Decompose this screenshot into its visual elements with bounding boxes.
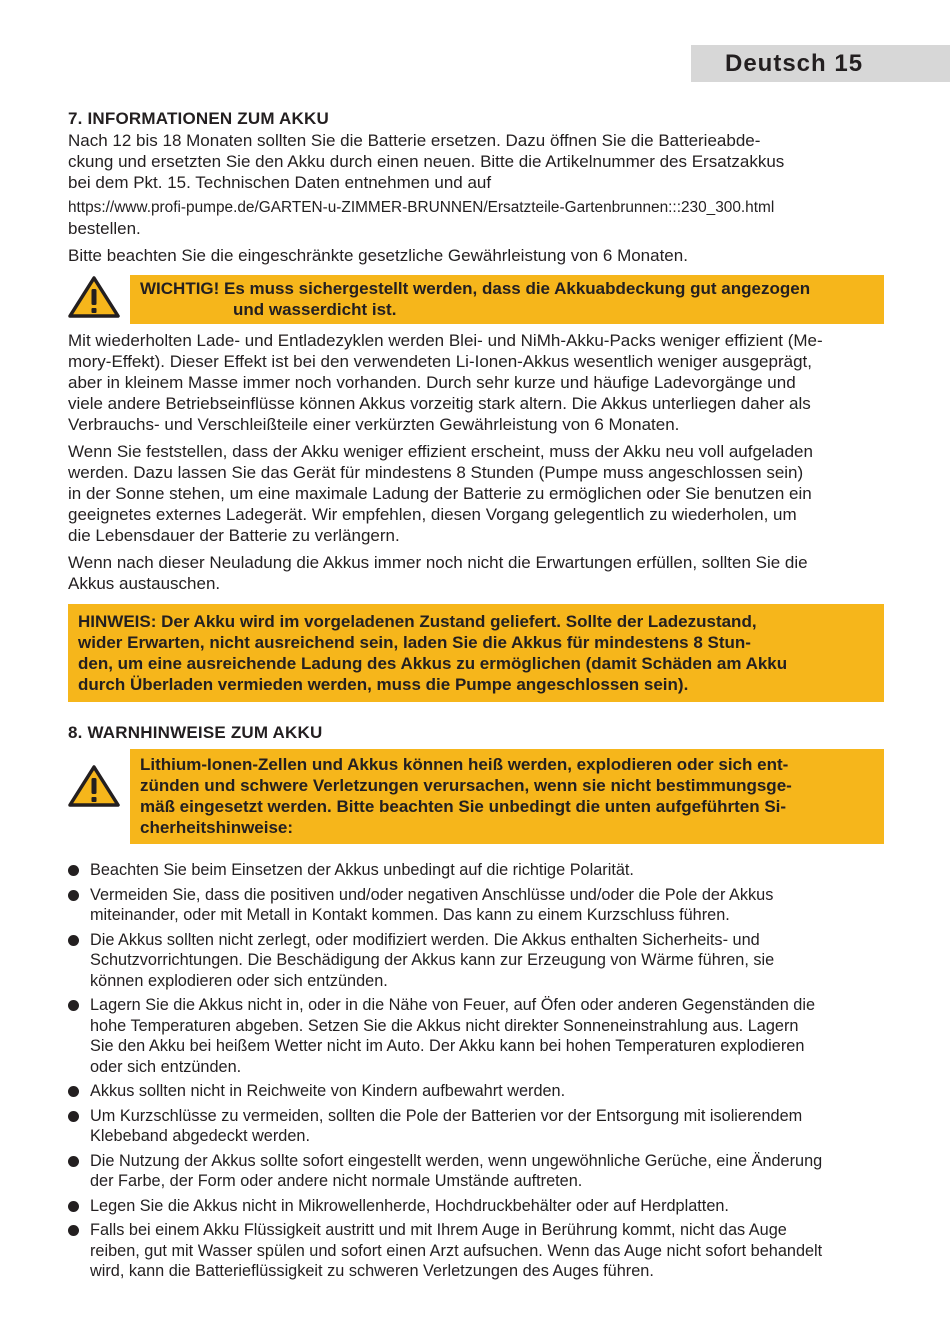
safety-list-item — [68, 885, 884, 926]
text-line: geeignetes externes Ladegerät. Wir empfehlen, diesen Vorgang gelegentlich zu wiederholen, um — [68, 505, 797, 524]
bestellen-text: bestellen. — [68, 219, 141, 238]
text-line: viele andere Betriebseinflüsse können Akkus vorzeitig stark altern. Die Akkus unterliegen daher als — [68, 394, 811, 413]
bullet-dot-icon — [68, 865, 79, 876]
text-line: Wenn nach dieser Neuladung die Akkus immer noch nicht die Erwartungen erfüllen, sollten Sie die — [68, 553, 808, 572]
text-line: der Farbe, der Form oder andere nicht normale Umstände auftreten. — [90, 1172, 583, 1190]
bullet-dot-icon — [68, 1000, 79, 1011]
text-line: mory-Effekt). Dieser Effekt ist bei den verwendeten Li-Ionen-Akkus wesentlich weniger ausgeprägt, — [68, 352, 812, 371]
warning-line: und wasserdicht ist. — [233, 300, 397, 319]
section-7-title: 7. INFORMATIONEN ZUM AKKU — [68, 109, 329, 128]
intro-line: bei dem Pkt. 15. Technischen Daten entnehmen und auf — [68, 173, 492, 192]
text-line: Wenn Sie feststellen, dass der Akku weniger effizient erscheint, muss der Akku neu voll aufgeladen — [68, 442, 813, 461]
note-line: durch Überladen vermieden werden, muss die Pumpe angeschlossen sein). — [78, 675, 689, 694]
note-line: wider Erwarten, nicht ausreichend sein, laden Sie die Akkus für mindestens 8 Stun- — [78, 633, 751, 652]
text-line: wird, kann die Batterieflüssigkeit zu schweren Verletzungen des Auges führen. — [90, 1262, 654, 1280]
safety-list — [68, 860, 884, 1282]
warning-line: cherheitshinweise: — [140, 818, 294, 837]
section-7-intro — [68, 130, 884, 193]
page-content — [68, 108, 884, 1286]
bullet-dot-icon — [68, 1156, 79, 1167]
warning-line: mäß eingesetzt werden. Bitte beachten Sie unbedingt die unten aufgeführten Si- — [140, 797, 787, 816]
bullet-dot-icon — [68, 1086, 79, 1097]
important-warning — [68, 275, 884, 324]
important-warning-box — [130, 275, 884, 324]
warranty-text: Bitte beachten Sie die eingeschränkte gesetzliche Gewährleistung von 6 Monaten. — [68, 246, 688, 265]
warning-line: zünden und schwere Verletzungen verursachen, wenn sie nicht bestimmungsge- — [140, 776, 792, 795]
text-line: Verbrauchs- und Verschleißteile einer verkürzten Gewährleistung von 6 Monaten. — [68, 415, 680, 434]
text-line: Legen Sie die Akkus nicht in Mikrowellenherde, Hochdruckbehälter oder auf Herdplatten. — [90, 1196, 729, 1215]
text-line: oder sich entzünden. — [90, 1057, 242, 1076]
section-8-title: 8. WARNHINWEISE ZUM AKKU — [68, 723, 323, 742]
text-line: Beachten Sie beim Einsetzen der Akkus unbedingt auf die richtige Polarität. — [90, 861, 634, 879]
bullet-dot-icon — [68, 935, 79, 946]
safety-list-item — [68, 995, 884, 1077]
safety-list-item — [68, 1220, 884, 1282]
text-line: Mit wiederholten Lade- und Entladezyklen werden Blei- und NiMh-Akku-Packs weniger effizient (Me- — [68, 331, 823, 350]
text-line: Akkus sollten nicht in Reichweite von Kindern aufbewahrt werden. — [90, 1082, 566, 1100]
bullet-dot-icon — [68, 1225, 79, 1236]
bullet-dot-icon — [68, 1201, 79, 1212]
lithium-warning — [68, 749, 884, 844]
text-line: in der Sonne stehen, um eine maximale Ladung der Batterie zu ermöglichen oder Sie benutzen ein — [68, 484, 812, 503]
text-line: hohe Temperaturen abgeben. Setzen Sie die Akkus nicht direkter Sonneneinstrahlung aus. Lagern — [90, 1016, 799, 1035]
intro-line: Nach 12 bis 18 Monaten sollten Sie die Batterie ersetzen. Dazu öffnen Sie die Batterieabde- — [68, 131, 761, 150]
recharge-paragraph — [68, 441, 884, 546]
text-line: Die Nutzung der Akkus sollte sofort eingestellt werden, wenn ungewöhnliche Gerüche, eine Änderung — [90, 1151, 823, 1170]
page-header-tab — [691, 45, 950, 82]
warning-triangle-icon — [68, 275, 120, 319]
safety-list-item — [68, 1106, 884, 1147]
replace-paragraph — [68, 552, 884, 594]
text-line: Um Kurzschlüsse zu vermeiden, sollten die Pole der Batterien vor der Entsorgung mit isolierendem — [90, 1106, 803, 1125]
safety-list-item — [68, 1081, 884, 1102]
text-line: Schutzvorrichtungen. Die Beschädigung der Akkus kann zur Erzeugung von Wärme führen, sie — [90, 951, 775, 969]
lithium-warning-box — [130, 749, 884, 844]
warning-line: WICHTIG! Es muss sichergestellt werden, dass die Akkuabdeckung gut angezogen — [140, 279, 811, 298]
intro-line: ckung und ersetzten Sie den Akku durch einen neuen. Bitte die Artikelnummer des Ersatzakkus — [68, 152, 785, 171]
note-line: den, um eine ausreichende Ladung des Akkus zu ermöglichen (damit Schäden am Akku — [78, 654, 788, 673]
text-line: Die Akkus sollten nicht zerlegt, oder modifiziert werden. Die Akkus enthalten Sicherheits- und — [90, 930, 760, 949]
text-line: Klebeband abgedeckt werden. — [90, 1127, 310, 1145]
text-line: Falls bei einem Akku Flüssigkeit austritt und mit Ihrem Auge in Berührung kommt, nicht das Auge — [90, 1221, 787, 1239]
text-line: Vermeiden Sie, dass die positiven und/oder negativen Anschlüsse und/oder die Pole der Akkus — [90, 885, 774, 904]
safety-list-item — [68, 860, 884, 881]
safety-list-item — [68, 930, 884, 992]
safety-list-item — [68, 1196, 884, 1217]
bullet-dot-icon — [68, 1111, 79, 1122]
page-header-label: Deutsch 15 — [725, 50, 864, 77]
text-line: Akkus austauschen. — [68, 574, 221, 593]
text-line: miteinander, oder mit Metall in Kontakt kommen. Das kann zu einem Kurzschluss führen. — [90, 906, 730, 924]
warning-line: Lithium-Ionen-Zellen und Akkus können heiß werden, explodieren oder sich ent- — [140, 755, 789, 774]
spare-parts-url: https://www.profi-pumpe.de/GARTEN-u-ZIMMER-BRUNNEN/Ersatzteile-Gartenbrunnen:::230_300.html — [68, 199, 775, 216]
text-line: können explodieren oder sich entzünden. — [90, 971, 388, 990]
text-line: werden. Dazu lassen Sie das Gerät für mindestens 8 Stunden (Pumpe muss angeschlossen sein) — [68, 463, 804, 482]
warning-triangle-icon — [68, 764, 120, 808]
note-box — [68, 604, 884, 702]
safety-list-item — [68, 1151, 884, 1192]
note-line: HINWEIS: Der Akku wird im vorgeladenen Zustand geliefert. Sollte der Ladezustand, — [78, 612, 757, 631]
text-line: Lagern Sie die Akkus nicht in, oder in die Nähe von Feuer, auf Öfen oder anderen Gegenständen die — [90, 996, 816, 1014]
text-line: Sie den Akku bei heißem Wetter nicht im Auto. Der Akku kann bei hohen Temperaturen explodieren — [90, 1037, 805, 1055]
memory-effect-paragraph — [68, 330, 884, 435]
text-line: reiben, gut mit Wasser spülen und sofort einen Arzt aufsuchen. Wenn das Auge nicht sofort behandelt — [90, 1241, 823, 1260]
text-line: aber in kleinem Masse immer noch vorhanden. Durch sehr kurze und häufige Ladevorgänge und — [68, 373, 796, 392]
text-line: die Lebensdauer der Batterie zu verlängern. — [68, 526, 400, 545]
bullet-dot-icon — [68, 890, 79, 901]
